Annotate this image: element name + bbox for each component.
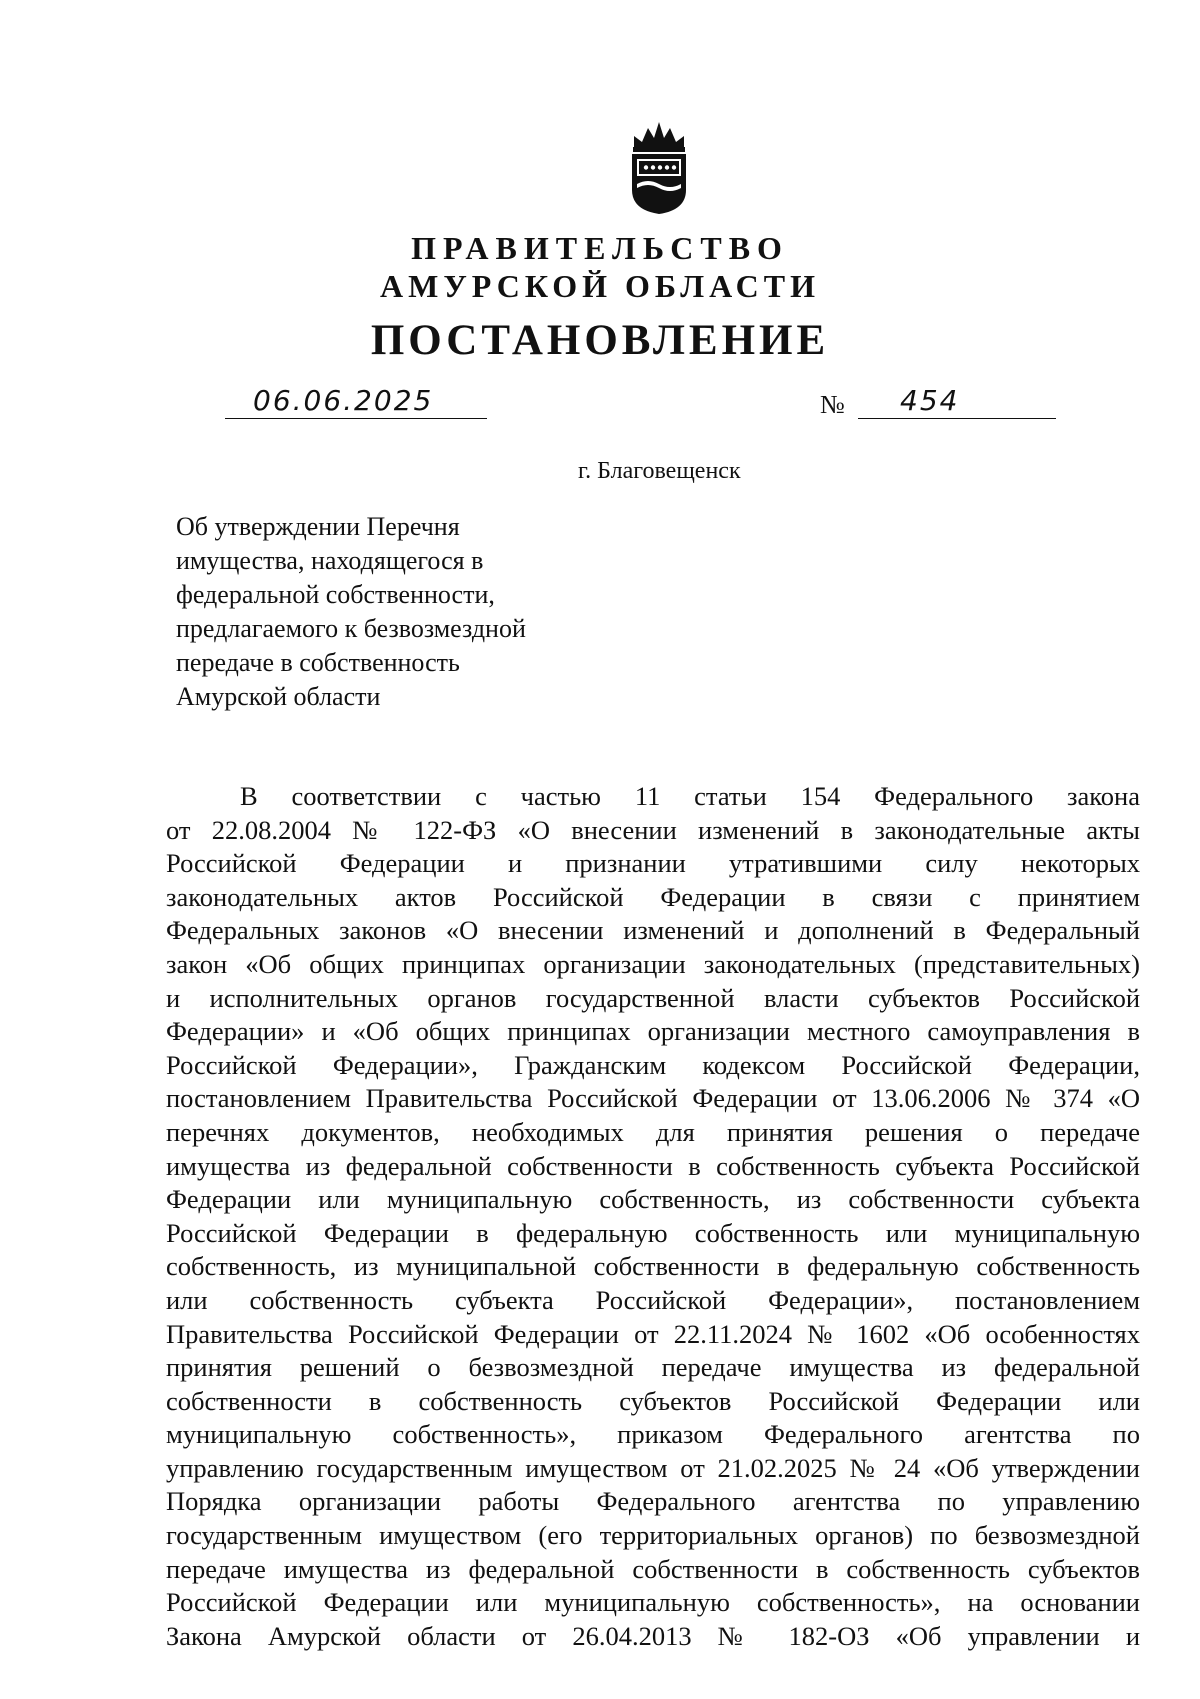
subject-line: предлагаемого к безвозмездной (176, 614, 526, 643)
handwritten-date: 06.06.2025 (253, 384, 434, 417)
handwritten-number: 454 (900, 384, 960, 417)
body-line: Российской Федерации в федеральную собственность или муниципальную (166, 1217, 1140, 1248)
body-line: и исполнительных органов государственной власти субъектов Российской (166, 982, 1140, 1013)
body-line: имущества из федеральной собственности в собственность субъекта Российской (166, 1150, 1140, 1181)
body-line: Российской Федерации», Гражданским кодексом Российской Федерации, (166, 1049, 1140, 1080)
body-line: государственным имуществом (его территориальных органов) по безвозмездной (166, 1520, 1140, 1551)
body-line: закон «Об общих принципах организации законодательных (представительных) (166, 948, 1140, 979)
number-label: № (820, 390, 845, 419)
body-line: собственности в собственность субъектов Российской Федерации или (166, 1385, 1140, 1416)
document-subject (176, 510, 596, 714)
body-line: Правительства Российской Федерации от 22.11.2024 № 1602 «Об особенностях (166, 1318, 1140, 1349)
body-line: Порядка организации работы Федерального агентства по управлению (166, 1486, 1140, 1517)
number-field (858, 384, 1056, 419)
body-line: Российской Федерации и признании утратившими силу некоторых (166, 848, 1140, 879)
document-body (166, 780, 1140, 1653)
city-of-issue: г. Благовещенск (578, 458, 741, 484)
body-line: В соответствии с частью 11 статьи 154 Федерального закона (240, 781, 1140, 811)
subject-line: имущества, находящегося в (176, 546, 484, 575)
body-line: перечнях документов, необходимых для принятия решения о передаче (166, 1116, 1140, 1147)
body-line: Закона Амурской области от 26.04.2013 № 182-ОЗ «Об управлении и (166, 1620, 1140, 1651)
subject-line: Амурской области (176, 682, 381, 711)
body-line: Федеральных законов «О внесении изменений и дополнений в Федеральный (166, 915, 1140, 946)
body-line: передаче имущества из федеральной собственности в собственность субъектов (166, 1553, 1140, 1584)
body-line: Федерации или муниципальную собственность, из собственности субъекта (166, 1184, 1140, 1215)
body-line: управлению государственным имуществом от 21.02.2025 № 24 «Об утверждении (166, 1452, 1140, 1483)
body-line: от 22.08.2004 № 122-ФЗ «О внесении изменений в законодательные акты (166, 814, 1140, 845)
amur-oblast-coat-of-arms-icon (628, 118, 690, 216)
government-name-line-2: АМУРСКОЙ ОБЛАСТИ (380, 268, 820, 304)
subject-line: Об утверждении Перечня (176, 512, 460, 541)
body-line: собственность, из муниципальной собственности в федеральную собственность (166, 1251, 1140, 1282)
body-line: Федерации» и «Об общих принципах организации местного самоуправления в (166, 1016, 1140, 1047)
body-line: принятия решений о безвозмездной передаче имущества из федеральной (166, 1352, 1140, 1383)
subject-line: федеральной собственности, (176, 580, 495, 609)
body-line: законодательных актов Российской Федерации в связи с принятием (166, 881, 1140, 912)
document-type-title: ПОСТАНОВЛЕНИЕ (370, 317, 830, 364)
government-name-line-1: ПРАВИТЕЛЬСТВО (411, 230, 789, 266)
subject-line: передаче в собственность (176, 648, 460, 677)
body-line: или собственность субъекта Российской Федерации», постановлением (166, 1284, 1140, 1315)
body-line: муниципальную собственность», приказом Федерального агентства по (166, 1419, 1140, 1450)
body-line: Российской Федерации или муниципальную собственность», на основании (166, 1587, 1140, 1618)
date-field (225, 384, 487, 419)
body-line: постановлением Правительства Российской Федерации от 13.06.2006 № 374 «О (166, 1083, 1140, 1114)
